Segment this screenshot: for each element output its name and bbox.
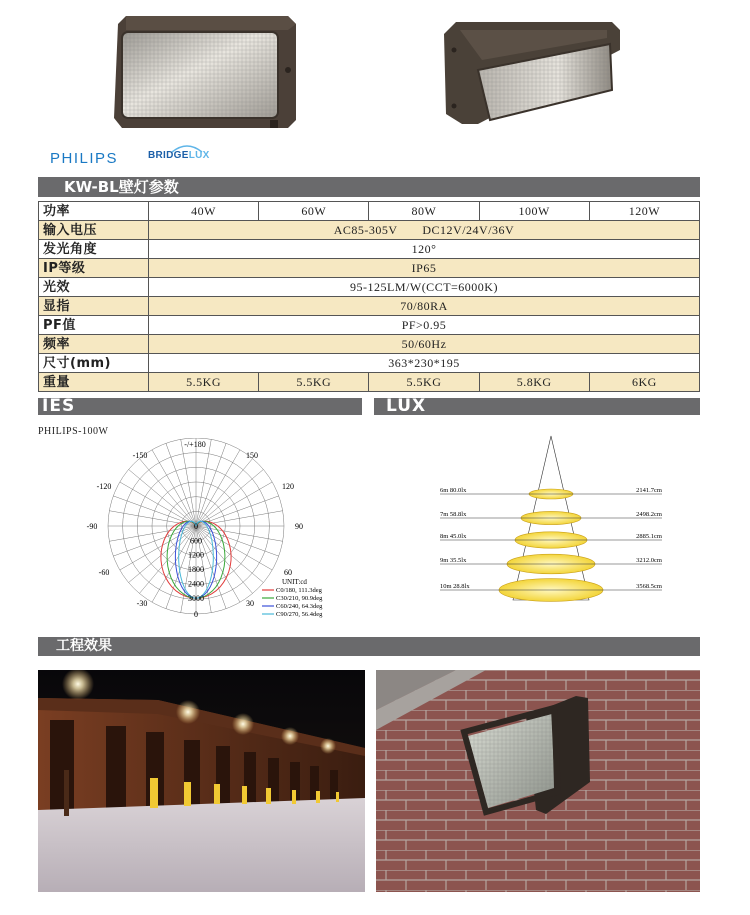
spec-row <box>39 373 700 392</box>
spec-row-label: 重量 <box>39 373 149 392</box>
ies-section-header: IES <box>38 398 362 415</box>
spec-row-label: 发光角度 <box>39 240 149 259</box>
spec-section-title: KW-BL壁灯参数 <box>38 177 700 197</box>
philips-logo: PHILIPS <box>50 150 119 167</box>
lux-cone <box>440 436 662 601</box>
polar-legend-text: C0/180, 111.3deg <box>276 587 322 594</box>
spec-row <box>39 335 700 354</box>
spec-row <box>39 240 700 259</box>
lux-left-label: 8m 45.0lx <box>440 533 467 540</box>
spec-table <box>38 201 700 392</box>
photo-brick-wall <box>376 670 700 892</box>
spec-row-label: 尺寸(mm) <box>39 354 149 373</box>
polar-radial-label: 3000 <box>188 593 204 603</box>
product-photo-front <box>112 12 302 130</box>
spec-row-value: 120° <box>149 240 700 259</box>
angle-label-r150: 150 <box>246 451 258 460</box>
spec-row-label: 光效 <box>39 278 149 297</box>
spec-row-label: IP等级 <box>39 259 149 278</box>
spec-row-value: 60W <box>259 202 369 221</box>
polar-legend-text: C90/270, 56.4deg <box>276 611 323 618</box>
lux-section-header: LUX <box>374 398 700 415</box>
lux-left-label: 7m 58.8lx <box>440 511 467 518</box>
lux-right-label: 2885.1cm <box>636 533 662 540</box>
spec-row-value: 70/80RA <box>149 297 700 316</box>
spec-row-value: 95-125LM/W(CCT=6000K) <box>149 278 700 297</box>
angle-label-top: -/+180 <box>184 440 206 449</box>
spec-row-label: PF值 <box>39 316 149 335</box>
angle-label-l120: -120 <box>96 482 112 491</box>
lux-cone-diagram <box>436 432 666 608</box>
spec-row <box>39 316 700 335</box>
bridgelux-logo-a: BRIDGE <box>148 150 189 161</box>
lux-right-label: 2141.7cm <box>636 487 662 494</box>
spec-row <box>39 354 700 373</box>
photo-building-night <box>38 670 365 892</box>
polar-radial-label: 0 <box>194 522 198 531</box>
spec-row-value: 5.5KG <box>149 373 259 392</box>
polar-unit-label: UNIT:cd <box>282 578 307 586</box>
ies-chart-title: PHILIPS-100W <box>38 426 109 437</box>
spec-row-label: 显指 <box>39 297 149 316</box>
spec-row-value: 5.5KG <box>369 373 479 392</box>
angle-label-r90: 90 <box>295 522 303 531</box>
lux-right-label: 3212.0cm <box>636 557 662 564</box>
angle-label-r120: 120 <box>282 482 294 491</box>
polar-legend <box>262 587 323 618</box>
spec-row <box>39 278 700 297</box>
angle-label-r60: 60 <box>284 568 292 577</box>
spec-row-value: PF>0.95 <box>149 316 700 335</box>
project-section-header: 工程效果 <box>38 637 700 656</box>
polar-radial-label: 1200 <box>188 550 204 560</box>
lux-left-label: 9m 35.5lx <box>440 557 467 564</box>
spec-row-value: 50/60Hz <box>149 335 700 354</box>
spec-row-value: 120W <box>589 202 699 221</box>
spec-row-value: 5.5KG <box>259 373 369 392</box>
lux-left-label: 6m 80.0lx <box>440 487 467 494</box>
spec-row <box>39 297 700 316</box>
polar-radial-label: 600 <box>190 536 202 546</box>
spec-row-value: 80W <box>369 202 479 221</box>
bridgelux-logo-b: LUX <box>188 150 210 161</box>
polar-light-distribution-chart <box>80 438 350 628</box>
spec-row <box>39 221 700 240</box>
spec-row-value: 363*230*195 <box>149 354 700 373</box>
angle-label-r30: 30 <box>246 599 254 608</box>
angle-label-l60: -60 <box>98 568 110 577</box>
lux-right-label: 3568.5cm <box>636 583 662 590</box>
angle-label-l30: -30 <box>136 599 148 608</box>
angle-label-l150: -150 <box>132 451 148 460</box>
product-photo-angle <box>442 20 622 130</box>
spec-row-value: 100W <box>479 202 589 221</box>
spec-row-value: 40W <box>149 202 259 221</box>
angle-label-bottom: 0 <box>194 610 198 619</box>
spec-row-label: 输入电压 <box>39 221 149 240</box>
spec-row-value: 6KG <box>589 373 699 392</box>
angle-label-l90: -90 <box>86 522 98 531</box>
polar-legend-text: C30/210, 90.9deg <box>276 595 323 602</box>
spec-row <box>39 202 700 221</box>
lux-right-label: 2498.2cm <box>636 511 662 518</box>
spec-row <box>39 259 700 278</box>
spec-row-label: 频率 <box>39 335 149 354</box>
polar-legend-text: C60/240, 64.3deg <box>276 603 323 610</box>
lux-left-label: 10m 28.8lx <box>440 583 470 590</box>
spec-row-value: 5.8KG <box>479 373 589 392</box>
bridgelux-logo <box>148 150 210 161</box>
spec-row-value: IP65 <box>149 259 700 278</box>
polar-radial-label: 2400 <box>188 579 204 589</box>
spec-row-value: AC85-305V DC12V/24V/36V <box>149 221 700 240</box>
polar-radial-label: 1800 <box>188 565 204 575</box>
spec-row-label: 功率 <box>39 202 149 221</box>
